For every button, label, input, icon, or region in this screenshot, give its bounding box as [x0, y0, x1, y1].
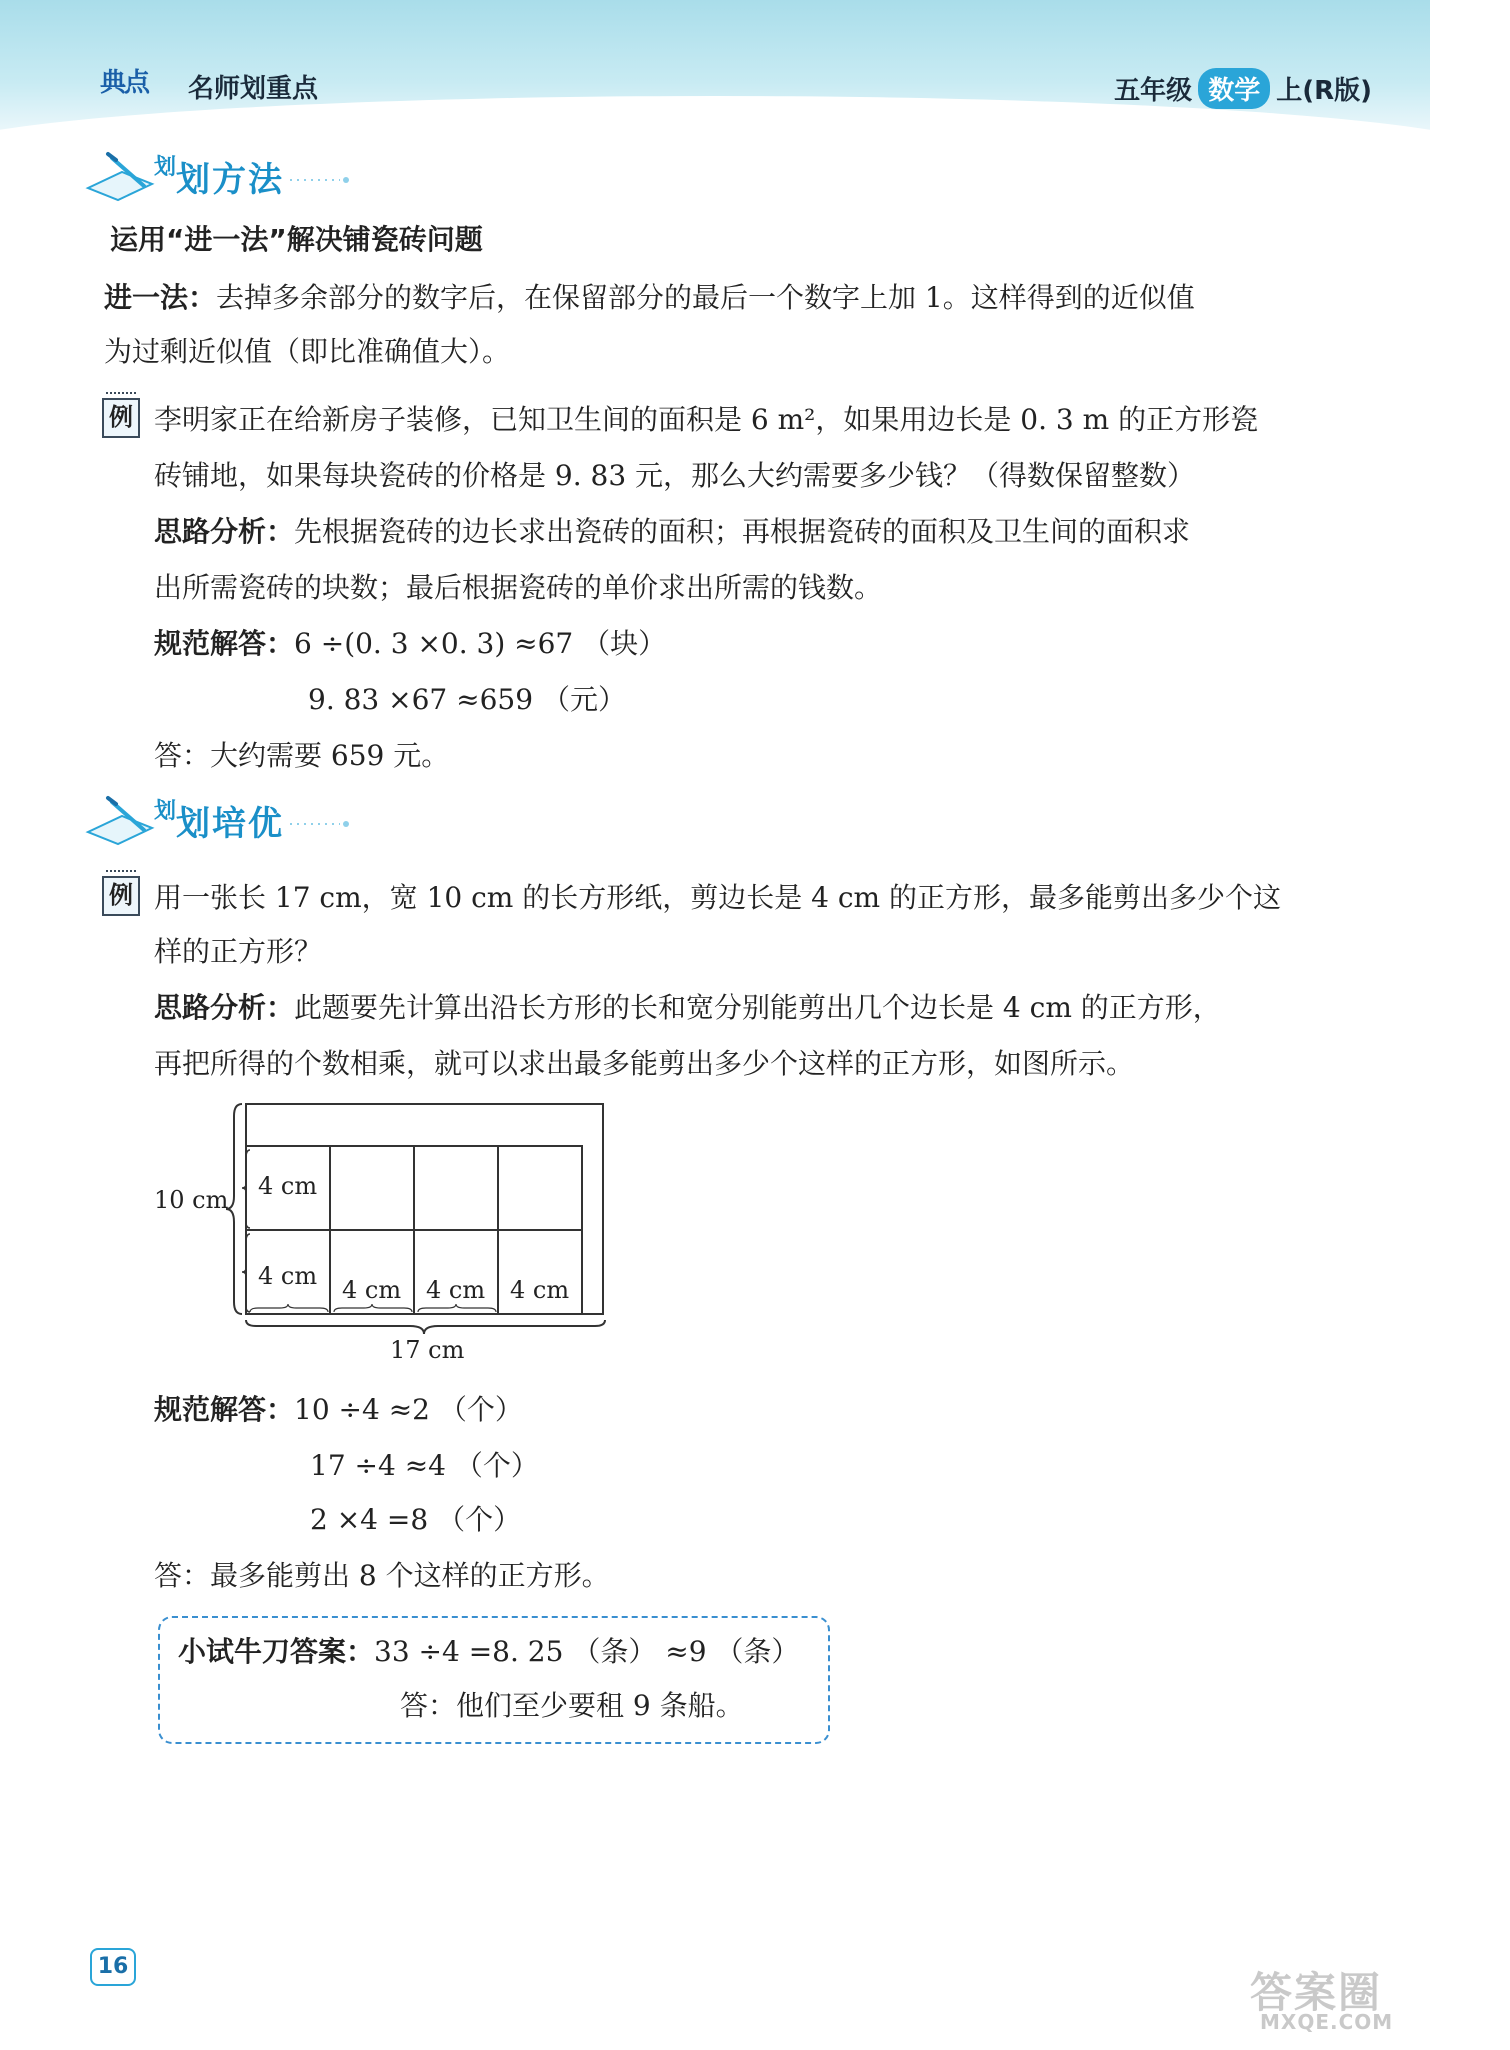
section-title: 划方法: [176, 159, 284, 200]
edition-label: 上(R版): [1276, 76, 1372, 106]
rule-label: 进一法：: [104, 281, 217, 314]
example-line-2: 砖铺地，如果每块瓷砖的价格是 9. 83 元，那么大约需要多少钱？（得数保留整数）: [154, 459, 1196, 492]
page-number: 16: [90, 1948, 136, 1986]
cell-label: 4 cm: [426, 1276, 486, 1304]
solution-label: 规范解答：: [154, 627, 295, 660]
watermark: [1250, 1960, 1410, 2040]
grade-label: 五年级: [1114, 76, 1193, 106]
publisher-logo: 典点: [100, 68, 149, 98]
method-heading: 运用“进一法”解决铺瓷砖问题: [110, 223, 483, 256]
solution-step-1: 6 ÷(0. 3 ×0. 3) ≈67 （块）: [294, 627, 667, 660]
analysis-line-1: [154, 512, 1190, 552]
example-line-2: 样的正方形？: [154, 935, 323, 968]
grade-info: [1114, 68, 1372, 109]
dotted-trail-icon: [290, 166, 350, 186]
rule-text-1: 去掉多余部分的数字后，在保留部分的最后一个数字上加 1。这样得到的近似值: [216, 281, 1195, 314]
col-brace: [418, 1304, 496, 1312]
analysis-label: 思路分析：: [154, 515, 295, 548]
solution-step-3: 2 ×4 =8 （个）: [310, 1503, 522, 1536]
analysis-line-2: 再把所得的个数相乘，就可以求出最多能剪出多少个这样的正方形，如图所示。: [154, 1047, 1135, 1080]
analysis-line-1: [154, 988, 1221, 1028]
answer-line: 答：最多能剪出 8 个这样的正方形。: [154, 1559, 610, 1592]
height-label: 10 cm: [154, 1186, 229, 1214]
cell-label: 4 cm: [258, 1172, 318, 1200]
solution-label: 规范解答：: [154, 1393, 295, 1426]
cell-label: 4 cm: [342, 1276, 402, 1304]
width-brace: [246, 1320, 605, 1334]
answer-line: 答：大约需要 659 元。: [154, 739, 450, 772]
svg-text:划: 划: [154, 799, 177, 824]
dotted-trail-icon: [290, 810, 350, 830]
rule-line-1: [104, 278, 1195, 318]
section-heading-method: [82, 148, 350, 204]
solution-line-1: [154, 624, 666, 664]
solution-step-2: 17 ÷4 ≈4 （个）: [310, 1449, 539, 1482]
watermark-url: MXQE.COM: [1260, 2010, 1394, 2034]
practice-answer-calc: 33 ÷4 =8. 25 （条） ≈9 （条）: [374, 1635, 800, 1668]
svg-text:划: 划: [154, 155, 177, 180]
col-brace: [334, 1304, 412, 1312]
solution-step-2: 9. 83 ×67 ≈659 （元）: [308, 683, 626, 716]
row-brace: [242, 1150, 250, 1228]
col-brace: [250, 1304, 328, 1312]
example-line-1: 李明家正在给新房子装修，已知卫生间的面积是 6 m²，如果用边长是 0. 3 m 的正方形瓷: [154, 403, 1259, 436]
height-brace: [226, 1104, 242, 1314]
watermark-main: 答案圈: [1250, 1968, 1383, 2017]
brand-title: 名师划重点: [188, 74, 319, 104]
subject-badge: 数学: [1198, 68, 1270, 109]
section-heading-advanced: [82, 792, 350, 848]
rule-line-2: 为过剩近似值（即比准确值大）。: [104, 335, 511, 368]
analysis-line-2: 出所需瓷砖的块数；最后根据瓷砖的单价求出所需的钱数。: [154, 571, 883, 604]
analysis-text-1: 此题要先计算出沿长方形的长和宽分别能剪出几个边长是 4 cm 的正方形，: [294, 991, 1221, 1024]
width-label: 17 cm: [390, 1336, 465, 1364]
notebook-pencil-icon: [82, 792, 177, 848]
rectangle-cutting-diagram: [140, 1096, 620, 1386]
solution-step-1: 10 ÷4 ≈2 （个）: [294, 1393, 523, 1426]
analysis-label: 思路分析：: [154, 991, 295, 1024]
example-line-1: 用一张长 17 cm，宽 10 cm 的长方形纸，剪边长是 4 cm 的正方形，最多能剪出多少个这: [154, 881, 1281, 914]
solution-line-1: [154, 1390, 523, 1430]
notebook-pencil-icon: [82, 148, 177, 204]
example-badge: 例: [102, 876, 140, 916]
practice-answer-line-1: [178, 1632, 799, 1672]
cell-label: 4 cm: [510, 1276, 570, 1304]
section-title: 划培优: [176, 803, 284, 844]
analysis-text-1: 先根据瓷砖的边长求出瓷砖的面积；再根据瓷砖的面积及卫生间的面积求: [294, 515, 1191, 548]
practice-answer-label: 小试牛刀答案：: [178, 1635, 375, 1668]
row-brace: [242, 1234, 250, 1312]
cell-label: 4 cm: [258, 1262, 318, 1290]
practice-answer-line-2: 答：他们至少要租 9 条船。: [400, 1689, 744, 1722]
example-badge: 例: [102, 398, 140, 438]
